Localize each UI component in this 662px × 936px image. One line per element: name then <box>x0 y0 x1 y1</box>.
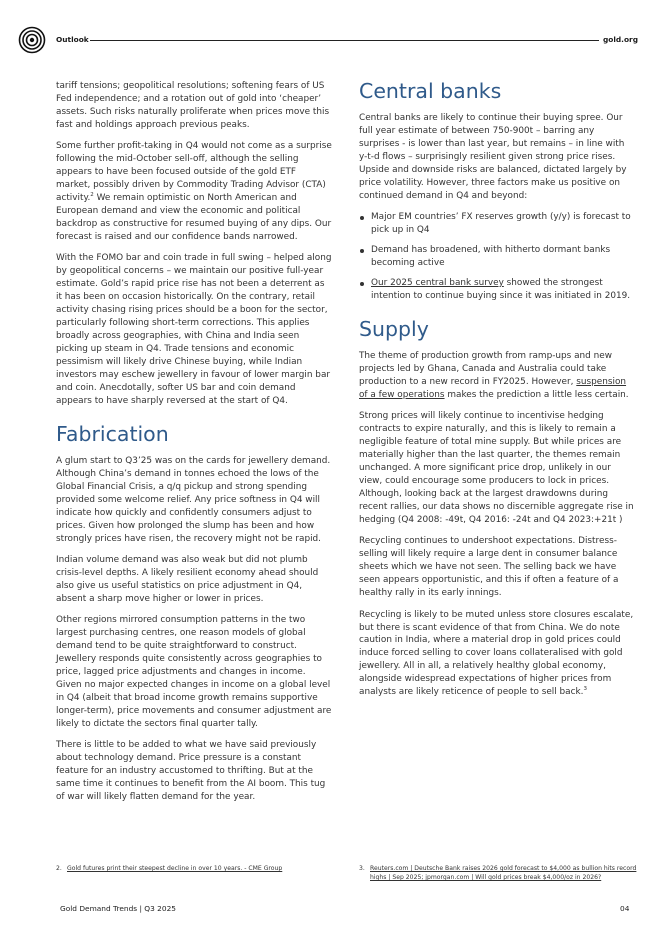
paragraph: Indian volume demand was also weak but did not plumb crisis-level depths. A likely resilient economy ahead should also give us useful statistics on price adjustment in Q4, absent a sharp move higher or lower in prices. <box>56 555 319 604</box>
footnote-link[interactable]: Reuters.com | Deutsche Bank raises 2026 gold forecast to $4,000 as bullion hits record highs | Sep 2025; jpmorgan.com | Will gold prices break $4,000/oz in 2026? <box>370 865 637 881</box>
paragraph <box>359 350 635 402</box>
list-item <box>359 211 635 237</box>
paragraph-text: Some further profit-taking in Q4 would not come as a surprise following the mid-October sell-off, although the selling appears to have been focused outside of the gold ETF market, possibly driven by Commodity Trading Advisor (CTA) activity. <box>56 141 332 204</box>
bullet-icon <box>360 282 364 286</box>
central-banks-heading: Central banks <box>359 79 502 103</box>
paragraph-text: makes the prediction a little less certain. <box>444 389 629 400</box>
paragraph-text: Recycling is likely to be muted unless store closures escalate, but there is scant evidence of that from China. We do note caution in India, where a material drop in gold prices could induce forced selling to cover loans collateralised with gold jewellery. All in all, a relatively healthy global economy, alongside widespread expectations of higher prices from analysts are likely reticence of people to sell back. <box>359 609 634 698</box>
footer-publication: Gold Demand Trends | Q3 2025 <box>60 904 176 913</box>
footnote-number: 2. <box>56 865 62 872</box>
list-item <box>359 277 635 303</box>
list-item-text: Major EM countries’ FX reserves growth (y/y) is forecast to pick up in Q4 <box>371 212 631 236</box>
page-number: 04 <box>620 904 630 913</box>
paragraph-text: The theme of production growth from ramp-ups and new projects led by Ghana, Canada and Australia could take production to a new record in FY2025. However, <box>359 350 612 387</box>
right-column <box>359 79 635 708</box>
fabrication-heading: Fabrication <box>56 421 169 446</box>
paragraph: tariff tensions; geopolitical resolutions; softening fears of US Fed independence; and a rotation out of gold into ‘cheaper’ assets. Such risks naturally proliferate when prices move this fast and holdings approach previous peaks. <box>56 81 330 130</box>
left-column <box>56 80 332 813</box>
paragraph-text: We remain optimistic on North American and European demand and view the economic and political backdrop as constructive for resumed buying of any dips. Our forecast is raised and our confidence bands narrowed. <box>56 193 332 242</box>
paragraph: Other regions mirrored consumption patterns in the two largest purchasing centres, one reason models of global demand tend to be quite straightforward to construct. Jewellery responds quite consistently across geographies to price, lagged price adjustments and changes in income. Given no major expected changes in income on a global level in Q4 (albeit that broad income growth remains supportive longer-term), price movements and consumer adjustment are likely to dictate the sectors final quarter tally. <box>56 615 332 729</box>
suspension-link[interactable]: suspension of a few operations <box>359 376 627 400</box>
footnote-number: 3. <box>359 865 365 872</box>
paragraph: With the FOMO bar and coin trade in full swing – helped along by geopolitical concerns – we maintain our positive full-year estimate. Gold’s rapid price rise has not been a deterrent as it has been on occasion historically. On the contrary, retail activity chasing rising prices should be a boon for the sector, particularly following short-term corrections. This applies broadly across geographies, with China and India seen picking up steam in Q4. Trade tensions and economic pessimism will likely drive Chinese buying, while Indian investors may eschew jewellery in favour of lower margin bar and coin. Anecdotally, softer US bar and coin demand appears to have sharply reversed at the start of Q4. <box>56 253 332 406</box>
list-item-text: Demand has broadened, with hitherto dormant banks becoming active <box>371 245 611 269</box>
bullet-icon <box>360 249 364 253</box>
footnote-ref[interactable]: 3 <box>583 686 587 693</box>
paragraph: Strong prices will likely continue to incentivise hedging contracts to expire naturally, and this is likely to remain a negligible feature of total mine supply. But while prices are materially higher than the last quarter, the themes remain unchanged. A more significant price drop, unlikely in our view, could encourage some producers to lock in prices. Although, looking back at the largest drawdowns during recent rallies, our data shows no discernible aggregate rise in hedging (Q4 2008: -49t, Q4 2016: -24t and Q4 2023:+21t ) <box>359 411 634 525</box>
paragraph <box>359 609 635 700</box>
paragraph <box>56 140 332 244</box>
list-item-text: showed the strongest intention to continue buying since it was initiated in 2019. <box>371 277 631 301</box>
bullet-list <box>359 211 635 303</box>
paragraph: There is little to be added to what we have said previously about technology demand. Price pressure is a constant feature for an industry accustomed to thrifting. But at the same time it continues to benefit from the AI boom. This tug of war will likely flatten demand for the year. <box>56 740 326 803</box>
paragraph: Recycling continues to undershoot expectations. Distress-selling will likely require a large dent in consumer balance sheets which we have not seen. The selling back we have seen appears opportunistic, and this if often a feature of a healthy rally in its early innings. <box>359 536 619 599</box>
list-item <box>359 244 635 270</box>
site-link[interactable]: gold.org <box>602 35 638 44</box>
footnote-link[interactable]: Gold futures print their steepest decline in over 10 years. - CME Group <box>67 865 283 872</box>
central-bank-survey-link[interactable]: Our 2025 central bank survey <box>371 277 504 288</box>
paragraph: A glum start to Q3’25 was on the cards for jewellery demand. Although China’s demand in tonnes echoed the lows of the Global Financial Crisis, a q/q pickup and strong spending provided some welcome relief. Any price softness in Q4 will indicate how quickly and confidently consumers adjust to prices. Given how prolonged the slump has been and how strongly prices have risen, the recovery might not be rapid. <box>56 455 331 544</box>
supply-heading: Supply <box>359 316 429 341</box>
section-label: Outlook <box>56 35 89 44</box>
footnote-ref[interactable]: 2 <box>90 192 94 199</box>
header-divider <box>90 40 599 41</box>
bullet-icon <box>360 216 364 220</box>
page-header <box>18 26 640 54</box>
paragraph: Central banks are likely to continue their buying spree. Our full year estimate of between 750-900t – barring any surprises - is lower than last year, but remains – in line with y-t-d flows – surprisingly resilient given strong price rises. Upside and downside risks are balanced, dictated largely by price volatility. However, three factors make us positive on continued demand in Q4 and beyond: <box>359 113 627 201</box>
gold-council-logo-icon <box>18 26 46 54</box>
